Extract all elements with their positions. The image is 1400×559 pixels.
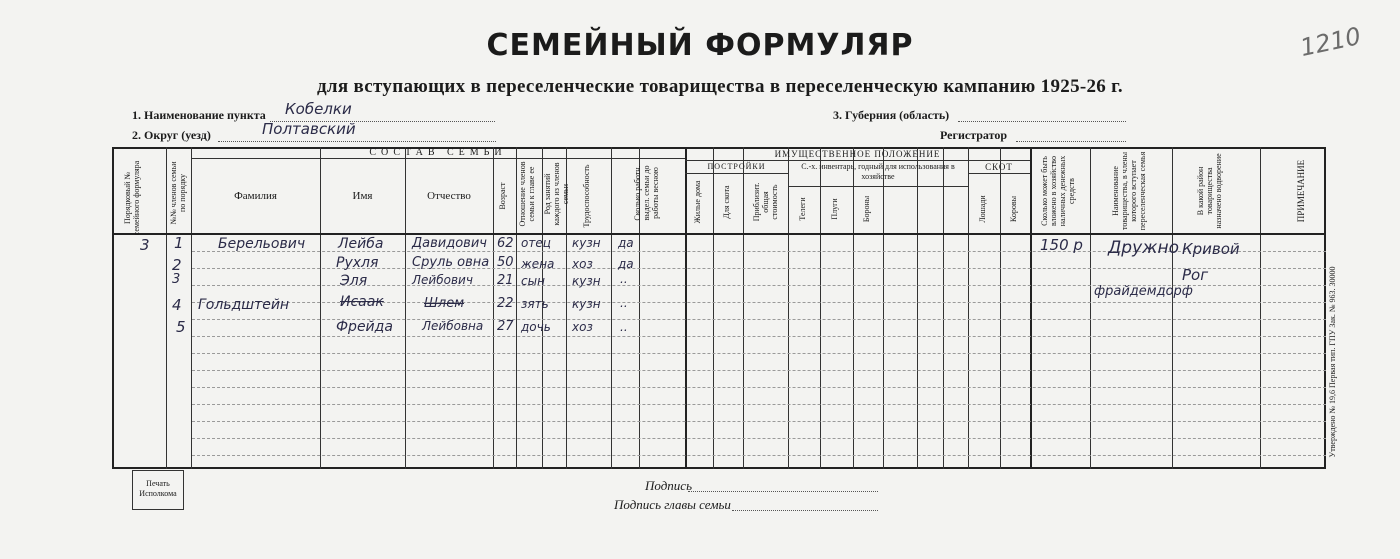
- cell-partnership: Дружно: [1108, 238, 1179, 258]
- row-line: [192, 387, 1326, 388]
- cell-member-no: 4: [172, 296, 182, 314]
- document-subtitle: для вступающих в переселенческие товарищества в переселенческую кампанию 1925-26 г.: [317, 76, 1123, 97]
- cell-surname: Берельович: [218, 236, 306, 252]
- header-harrows: Бороны: [862, 195, 871, 223]
- district-value: Полтавский: [262, 120, 356, 138]
- cell-patronymic: Сруль овна: [412, 255, 490, 270]
- header-carts: Телеги: [798, 197, 807, 221]
- group-property: ИМУЩЕСТВЕННОЕ ПОЛОЖЕНИЕ: [774, 149, 941, 159]
- cell-partnership: фрайдемдорф: [1094, 284, 1193, 299]
- header-age: Возраст: [498, 182, 507, 210]
- cell-ability: ..: [620, 272, 628, 286]
- head-signature-label: Подпись главы семьи: [614, 497, 731, 512]
- registrar-line: [1016, 141, 1126, 142]
- cell-surname: Гольдштейн: [198, 297, 290, 313]
- header-patronymic: Отчество: [427, 190, 471, 202]
- cell-form-no: 3: [140, 236, 150, 254]
- cell-region: Кривой Рог: [1182, 240, 1240, 284]
- header-region: В какой район товарищества назначено водворение: [1196, 153, 1223, 229]
- header-horses: Лошади: [978, 195, 987, 223]
- cell-ability: да: [618, 236, 634, 250]
- stamp-box: Печать Исполкома: [132, 470, 184, 510]
- cell-age: 62: [497, 236, 514, 251]
- head-signature-line: [732, 510, 878, 511]
- group-inventory: С.-х. инвентарь, годный для использования в хозяйстве: [801, 162, 955, 181]
- header-ability: Трудоспособность: [582, 164, 591, 228]
- row-line: [192, 370, 1326, 371]
- header-occupation: Род занятий каждого из членов семьи: [543, 162, 570, 226]
- header-bottom: [112, 233, 1326, 235]
- province-label: 3. Губерния (область): [833, 108, 950, 122]
- header-absent: Сколько работн. выдел. семьи до работы весною: [633, 165, 660, 221]
- cell-name: Исаак: [340, 294, 384, 310]
- header-member-no: №№ членов семьи по порядку: [169, 161, 187, 225]
- cell-age: 22: [497, 296, 514, 311]
- signature-label: Подпись: [645, 478, 692, 493]
- header-cows: Коровы: [1009, 195, 1018, 223]
- registrar-label: Регистратор: [940, 128, 1008, 142]
- cell-member-no: 5: [176, 318, 186, 336]
- group-buildings: ПОСТРОЙКИ: [707, 162, 766, 171]
- cell-age: 27: [497, 319, 514, 334]
- row-line: [192, 336, 1326, 337]
- header-form-no: Порядковый № семейного формуляра: [123, 160, 141, 236]
- printer-note: Утверждено № 19,6 Первая тип. ГПУ Зак. № 963. 30000: [1328, 266, 1337, 458]
- cell-occupation: хоз: [572, 257, 593, 271]
- cell-name: Фрейда: [336, 319, 393, 335]
- row-line: [192, 353, 1326, 354]
- archive-number: 1210: [1297, 21, 1364, 63]
- cell-patronymic: Давидович: [412, 236, 487, 251]
- row-line: [192, 438, 1326, 439]
- cell-patronymic: Шлем: [424, 296, 465, 311]
- header-houses: Жилые дома: [693, 180, 702, 224]
- group-line: [685, 173, 788, 174]
- district-line: [218, 141, 496, 142]
- header-name: Имя: [352, 190, 373, 202]
- header-partnership: Наименование товарищества, в члены которого вступает переселенческая семья: [1111, 151, 1147, 231]
- cell-age: 21: [497, 273, 514, 288]
- group-line: [685, 160, 1030, 161]
- row-line: [192, 421, 1326, 422]
- cell-relation: отец: [521, 236, 551, 250]
- cell-member-no: 3: [172, 272, 181, 287]
- row-line: [192, 455, 1326, 456]
- cell-ability: ..: [620, 296, 628, 310]
- document-title: СЕМЕЙНЫЙ ФОРМУЛЯР: [486, 28, 914, 63]
- cell-member-no: 2: [172, 256, 182, 274]
- district-label: 2. Округ (уезд): [132, 128, 211, 142]
- cell-name: Лейба: [338, 236, 384, 252]
- cell-occupation: кузн: [572, 274, 601, 288]
- cell-name: Рухля: [336, 255, 379, 271]
- header-money: Сколько может быть вложено в хозяйство наличных денежных средств: [1040, 155, 1076, 227]
- cell-occupation: кузн: [572, 297, 601, 311]
- signature-line: [688, 491, 878, 492]
- cell-ability: ..: [620, 320, 628, 334]
- cell-relation: зять: [521, 297, 549, 311]
- group-family: СОСТАВ СЕМЬИ: [369, 147, 507, 158]
- group-livestock: СКОТ: [985, 162, 1013, 172]
- header-surname: Фамилия: [234, 190, 277, 202]
- col-line: [166, 147, 167, 469]
- cell-relation: дочь: [521, 320, 551, 334]
- header-ploughs: Плуги: [830, 198, 839, 220]
- cell-patronymic: Лейбовна: [422, 319, 484, 333]
- group-line: [968, 173, 1030, 174]
- cell-member-no: 1: [174, 234, 184, 252]
- cell-ability: да: [618, 257, 634, 271]
- cell-occupation: хоз: [572, 320, 593, 334]
- cell-age: 50: [497, 255, 514, 270]
- province-line: [958, 121, 1126, 122]
- cell-money: 150 р: [1040, 236, 1083, 254]
- header-cattle-shed: Для скота: [722, 185, 731, 219]
- group-line: [191, 158, 685, 159]
- point-value: Кобелки: [285, 100, 352, 118]
- cell-patronymic: Лейбович: [412, 273, 473, 287]
- header-notes: ПРИМЕЧАНИЕ: [1296, 159, 1306, 223]
- cell-relation: жена: [521, 257, 555, 271]
- point-label: 1. Наименование пункта: [132, 108, 266, 122]
- cell-relation: сын: [521, 274, 545, 288]
- cell-name: Эля: [340, 273, 368, 289]
- header-cost: Приблизит. общая стоимость: [752, 182, 779, 222]
- cell-occupation: кузн: [572, 236, 601, 250]
- row-line: [192, 404, 1326, 405]
- header-relation: Отношение членов семьи к главе ее: [518, 161, 536, 227]
- group-line: [788, 186, 968, 187]
